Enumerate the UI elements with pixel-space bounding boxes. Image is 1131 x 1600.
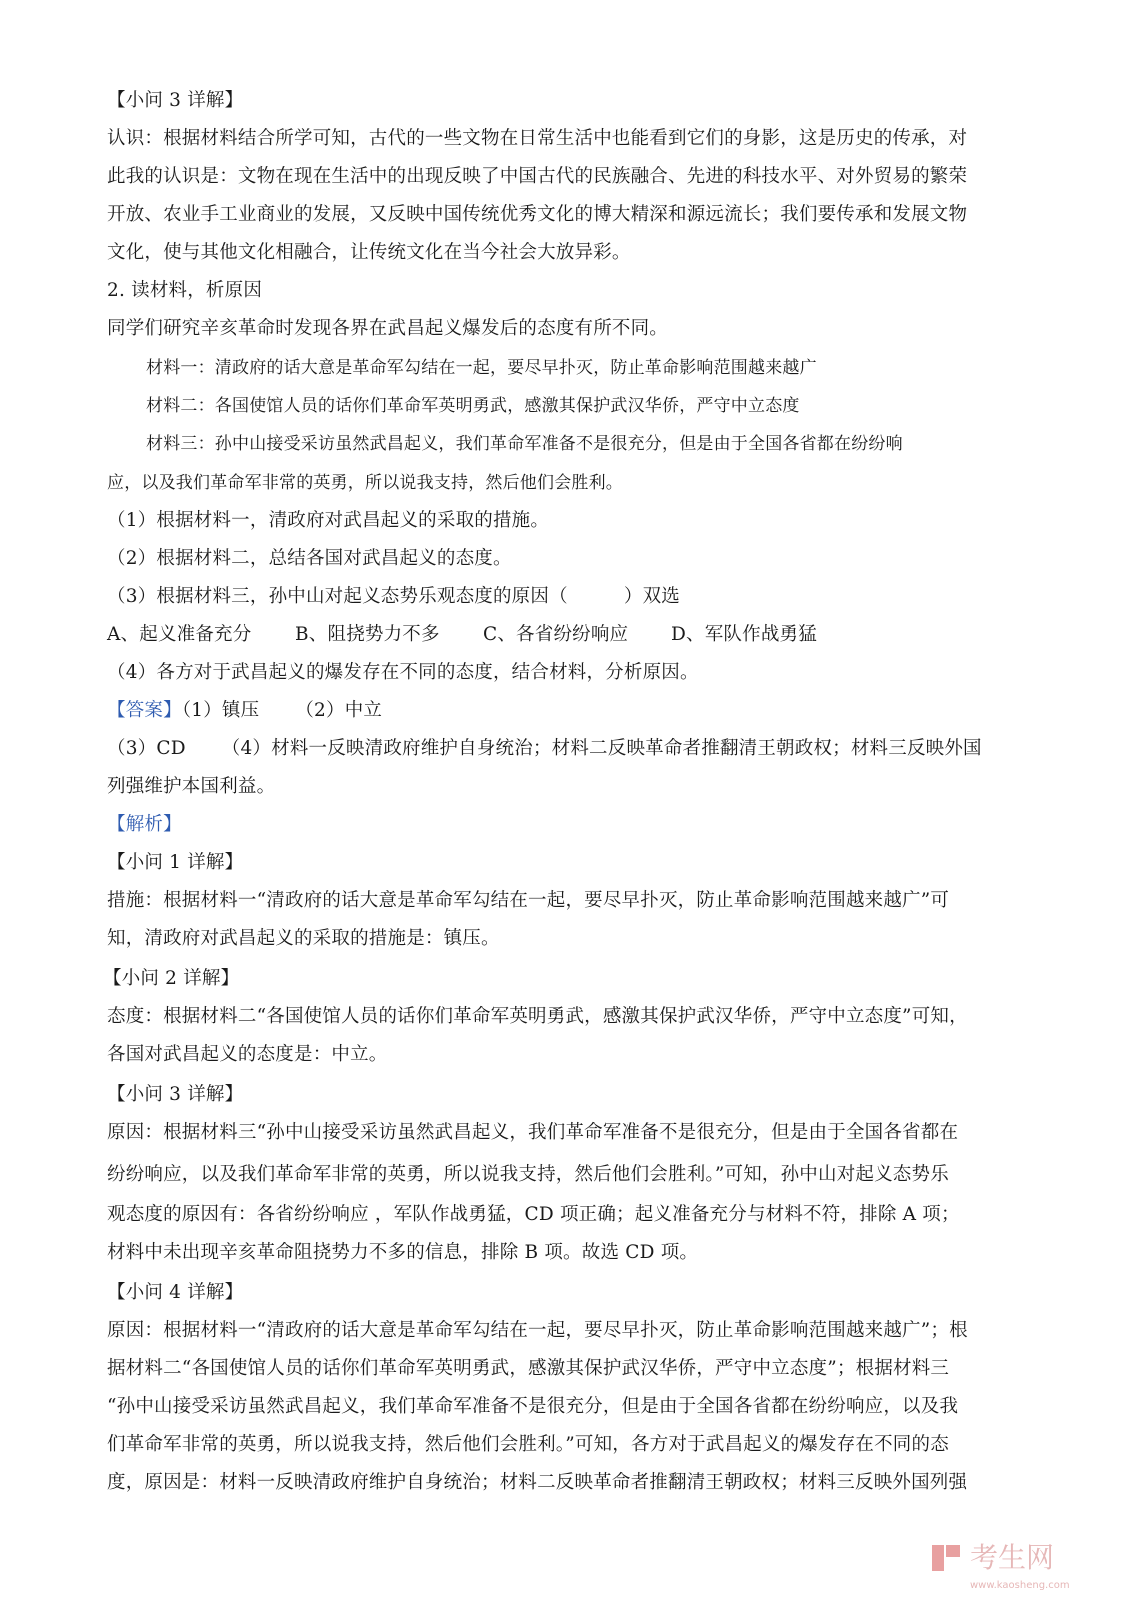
material-line: 应，以及我们革命军非常的英勇，所以说我支持，然后他们会胜利。 xyxy=(107,473,623,493)
paragraph-line: 们革命军非常的英勇，所以说我支持，然后他们会胜利。”可知，各方对于武昌起义的爆发存在不同的态 xyxy=(107,1434,949,1455)
paragraph-line: 原因：根据材料三“孙中山接受采访虽然武昌起义，我们革命军准备不是很充分，但是由于全国各省都在 xyxy=(107,1122,959,1143)
answer-line: 列强维护本国利益。 xyxy=(107,776,276,797)
paragraph-line: 度，原因是：材料一反映清政府维护自身统治；材料二反映革命者推翻清王朝政权；材料三反映外国列强 xyxy=(107,1472,968,1493)
paragraph-line: 据材料二“各国使馆人员的话你们革命军英明勇武，感激其保护武汉华侨，严守中立态度”；根据材料三 xyxy=(107,1358,950,1379)
paragraph-line: 措施：根据材料一“清政府的话大意是革命军勾结在一起，要尽早扑灭，防止革命影响范围越来越广”可 xyxy=(107,890,950,911)
paragraph-line: 观态度的原因有：各省纷纷响应 ，军队作战勇猛，CD 项正确；起义准备充分与材料不符，排除 A 项； xyxy=(107,1204,960,1225)
logo-domain: www.kaosheng.com xyxy=(970,1580,1070,1591)
question-title: 2. 读材料，析原因 xyxy=(107,280,263,301)
section-heading: 【小问 3 详解】 xyxy=(107,90,244,111)
option-a: A、起义准备充分 xyxy=(107,624,252,645)
section-heading: 【小问 1 详解】 xyxy=(107,852,244,873)
paragraph-line: 纷纷响应，以及我们革命军非常的英勇，所以说我支持，然后他们会胜利。”可知，孙中山对起义态势乐 xyxy=(107,1164,949,1185)
paragraph-line: 各国对武昌起义的态度是：中立。 xyxy=(107,1044,388,1065)
paragraph-line: 认识：根据材料结合所学可知，古代的一些文物在日常生活中也能看到它们的身影，这是历史的传承，对 xyxy=(107,128,968,149)
answer-1: （1）镇压 xyxy=(181,700,260,721)
answer-4: （4）材料一反映清政府维护自身统治；材料二反映革命者推翻清王朝政权；材料三反映外国 xyxy=(221,738,982,759)
section-heading: 【小问 4 详解】 xyxy=(107,1282,244,1303)
paragraph-line: 态度：根据材料二“各国使馆人员的话你们革命军英明勇武，感激其保护武汉华侨，严守中立态度”可知， xyxy=(107,1006,968,1027)
paragraph-line: 文化，使与其他文化相融合，让传统文化在当今社会大放异彩。 xyxy=(107,242,631,263)
answer-row xyxy=(107,698,1027,724)
logo-brand: 考生网 xyxy=(970,1541,1055,1574)
paragraph-line: 知，清政府对武昌起义的采取的措施是：镇压。 xyxy=(107,928,500,949)
sub-question: （2）根据材料二，总结各国对武昌起义的态度。 xyxy=(107,548,512,569)
answer-3: （3）CD xyxy=(107,738,186,759)
material-line: 材料二：各国使馆人员的话你们革命军英明勇武，感激其保护武汉华侨，严守中立态度 xyxy=(146,396,800,416)
sub-question: （3）根据材料三，孙中山对起义态势乐观态度的原因（ ）双选 xyxy=(107,586,680,607)
paragraph-line: 原因：根据材料一“清政府的话大意是革命军勾结在一起，要尽早扑灭，防止革命影响范围越来越广”；根 xyxy=(107,1320,968,1341)
option-b: B、阻挠势力不多 xyxy=(295,624,440,645)
material-line: 材料一：清政府的话大意是革命军勾结在一起，要尽早扑灭，防止革命影响范围越来越广 xyxy=(146,358,817,378)
analysis-label: 【解析】 xyxy=(107,814,182,835)
material-line: 材料三：孙中山接受采访虽然武昌起义，我们革命军准备不是很充分，但是由于全国各省都在纷纷响 xyxy=(146,434,903,454)
sub-question: （4）各方对于武昌起义的爆发存在不同的态度，结合材料，分析原因。 xyxy=(107,662,699,683)
watermark-logo xyxy=(932,1538,1092,1578)
paragraph-line: 开放、农业手工业商业的发展，又反映中国传统优秀文化的博大精深和源远流长；我们要传承和发展文物 xyxy=(107,204,968,225)
paragraph-line: 此我的认识是：文物在现在生活中的出现反映了中国古代的民族融合、先进的科技水平、对外贸易的繁荣 xyxy=(107,166,968,187)
answer-2: （2）中立 xyxy=(295,700,383,721)
logo-icon xyxy=(932,1543,962,1573)
option-d: D、军队作战勇猛 xyxy=(671,624,817,645)
options-row xyxy=(107,622,1027,648)
answer-label: 【答案】 xyxy=(107,700,182,721)
sub-question: （1）根据材料一，清政府对武昌起义的采取的措施。 xyxy=(107,510,550,531)
paragraph-line: “孙中山接受采访虽然武昌起义，我们革命军准备不是很充分，但是由于全国各省都在纷纷响应，以及我 xyxy=(107,1396,959,1417)
paragraph-line: 材料中未出现辛亥革命阻挠势力不多的信息，排除 B 项。故选 CD 项。 xyxy=(107,1242,699,1263)
section-heading: 【小问 2 详解】 xyxy=(103,968,240,989)
answer-row xyxy=(107,736,1027,762)
section-heading: 【小问 3 详解】 xyxy=(107,1084,244,1105)
option-c: C、各省纷纷响应 xyxy=(483,624,629,645)
question-intro: 同学们研究辛亥革命时发现各界在武昌起义爆发后的态度有所不同。 xyxy=(107,318,669,339)
